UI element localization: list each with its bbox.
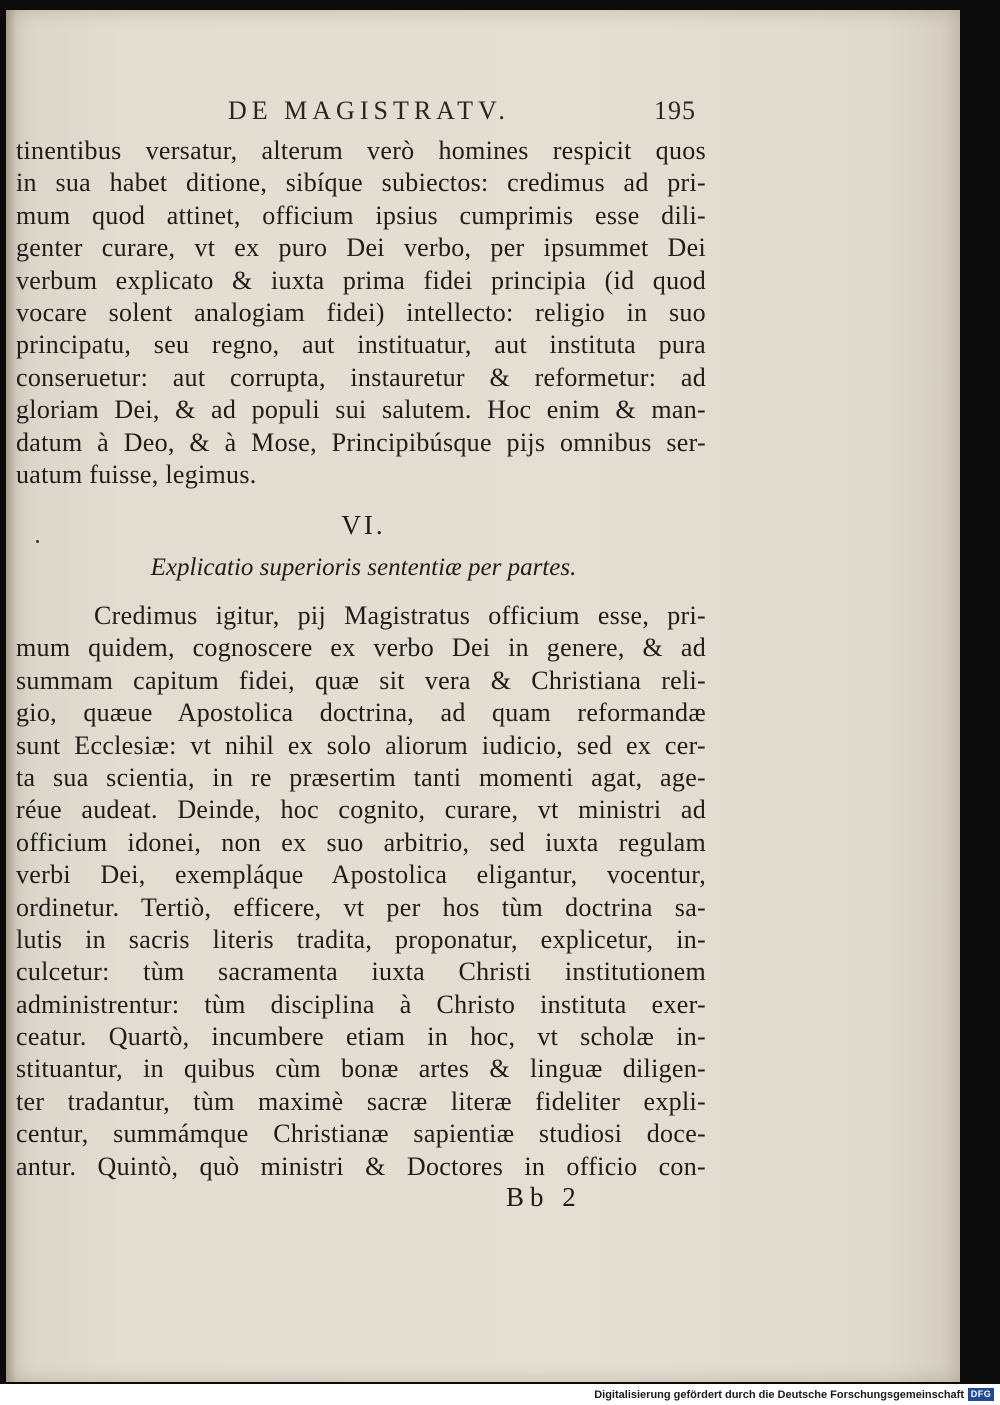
text-line: ter tradantur, tùm maximè sacræ literæ fideliter expli-: [16, 1086, 706, 1116]
funding-credit: Digitalisierung gefördert durch die Deutsche Forschungsgemeinschaft: [594, 1389, 964, 1401]
text-line: uatum fuisse, legimus.: [16, 459, 257, 489]
text-line: ceatur. Quartò, incumbere etiam in hoc, vt scholæ in-: [16, 1022, 706, 1052]
dfg-logo[interactable]: DFG: [968, 1388, 994, 1401]
text-line: verbum explicato & iuxta prima fidei principia (id quod: [16, 265, 706, 295]
paragraph-2: [16, 600, 706, 1183]
section-heading: Explicatio superioris sententiæ per partes.: [150, 554, 577, 581]
text-line: lutis in sacris literis tradita, proponatur, explicetur, in-: [16, 924, 706, 954]
text-line: sunt Ecclesiæ: vt nihil ex solo aliorum iudicio, sed ex cer-: [16, 730, 706, 760]
text-line: datum à Deo, & à Mose, Principibúsque pijs omnibus ser-: [16, 427, 706, 457]
running-title: DE MAGISTRATV.: [228, 96, 510, 125]
text-line: Credimus igitur, pij Magistratus officium esse, pri-: [94, 601, 706, 630]
margin-mark: [36, 540, 39, 543]
text-line: in sua habet ditione, sibíque subiectos: credimus ad pri-: [16, 168, 706, 198]
text-line: administrentur: tùm disciplina à Christo instituta exer-: [16, 989, 706, 1019]
running-head: [6, 90, 960, 130]
page-edge-stain: [6, 10, 16, 1382]
text-line: stituantur, in quibus cùm bonæ artes & linguæ diligen-: [16, 1054, 706, 1084]
text-line: principatu, seu regno, aut instituatur, aut instituta pura: [16, 330, 706, 360]
text-line: vocare solent analogiam fidei) intellecto: religio in suo: [16, 297, 706, 327]
book-page: [6, 10, 960, 1382]
paragraph-1: [16, 135, 706, 491]
text-line: mum quidem, cognoscere ex verbo Dei in genere, & ad: [16, 633, 706, 663]
text-line: ta sua scientia, in re præsertim tanti momenti agat, age-: [16, 762, 706, 792]
text-line: gloriam Dei, & ad populi sui salutem. Hoc enim & man-: [16, 395, 706, 425]
text-line: officium idonei, non ex suo arbitrio, sed iuxta regulam: [16, 827, 706, 857]
text-line: conseruetur: aut corrupta, instauretur & reformetur: ad: [16, 362, 706, 392]
text-line: mum quod attinet, officium ipsius cumprimis esse dili-: [16, 200, 706, 230]
text-line: genter curare, vt ex puro Dei verbo, per ipsummet Dei: [16, 233, 706, 263]
page-number: 195: [654, 96, 696, 125]
text-line: culcetur: tùm sacramenta iuxta Christi institutionem: [16, 957, 706, 987]
text-line: antur. Quintò, quò ministri & Doctores in officio con-: [16, 1151, 706, 1181]
text-line: réue audeat. Deinde, hoc cognito, curare, vt ministri ad: [16, 795, 706, 825]
text-line: gio, quæue Apostolica doctrina, ad quam reformandæ: [16, 698, 706, 728]
text-line: verbi Dei, exempláque Apostolica eligantur, vocentur,: [16, 860, 706, 890]
text-line: ordinetur. Tertiò, efficere, vt per hos tùm doctrina sa-: [16, 892, 706, 922]
section-number: VI.: [341, 510, 386, 540]
signature-mark: Bb 2: [506, 1182, 582, 1212]
text-line: tinentibus versatur, alterum verò homines respicit quos: [16, 136, 706, 165]
text-line: centur, summámque Christianæ sapientiæ studiosi doce-: [16, 1119, 706, 1149]
text-line: summam capitum fidei, quæ sit vera & Christiana reli-: [16, 665, 706, 695]
